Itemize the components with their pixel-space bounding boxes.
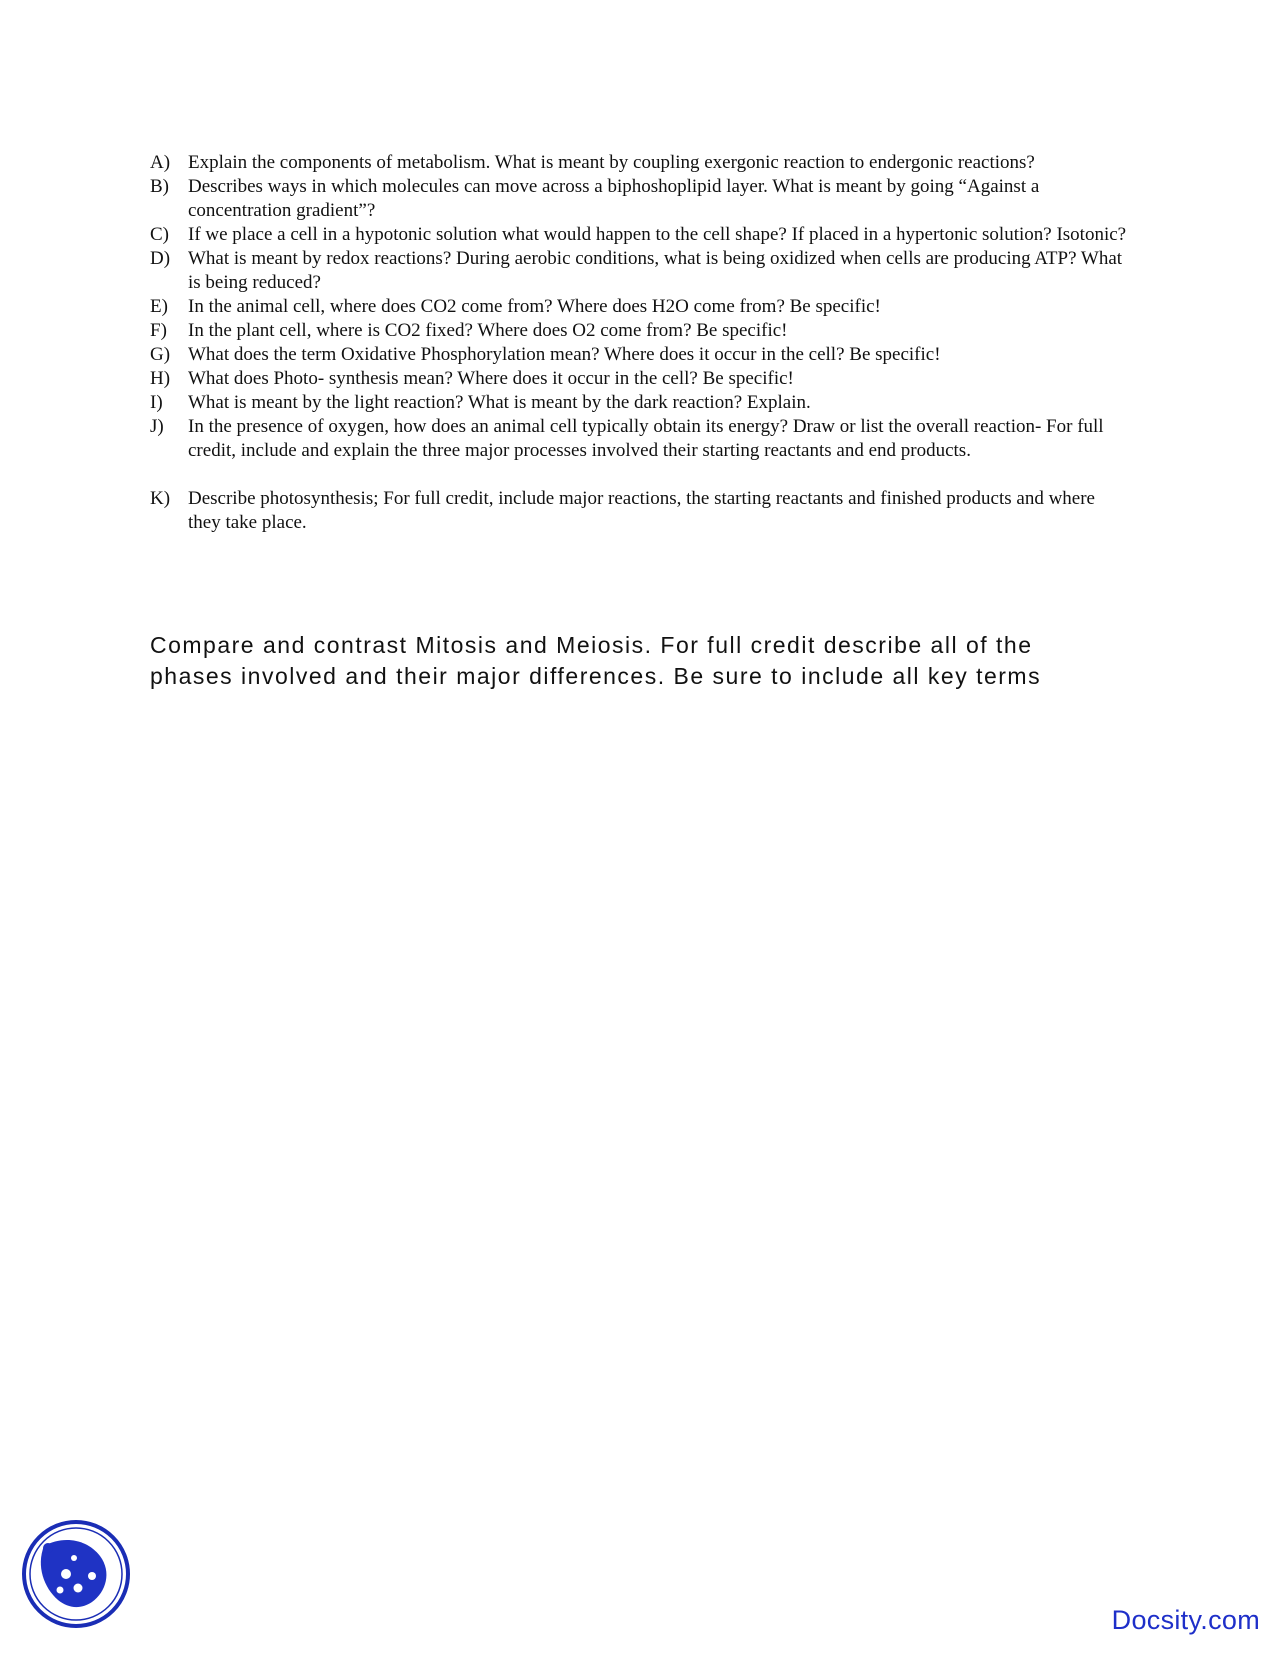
docsity-brand-link[interactable]: Docsity.com bbox=[1111, 1605, 1260, 1635]
question-item bbox=[150, 223, 1130, 247]
question-label: J) bbox=[150, 416, 164, 437]
question-item bbox=[150, 319, 1130, 343]
question-text: In the animal cell, where does CO2 come from? Where does H2O come from? Be specific! bbox=[188, 296, 881, 317]
question-text: What does Photo- synthesis mean? Where does it occur in the cell? Be specific! bbox=[188, 368, 794, 389]
question-item bbox=[150, 415, 1130, 463]
question-label: A) bbox=[150, 152, 171, 173]
docsity-logo-icon[interactable] bbox=[20, 1518, 132, 1630]
question-text: In the presence of oxygen, how does an animal cell typically obtain its energy? Draw or list the overall reaction- For full credit, include and explain the three major processes involved their starting reactants and end products. bbox=[188, 416, 1104, 461]
question-item bbox=[150, 151, 1130, 175]
question-text: Describe photosynthesis; For full credit, include major reactions, the starting reactants and finished products and where they take place. bbox=[188, 488, 1095, 533]
question-label: E) bbox=[150, 296, 168, 317]
question-text: In the plant cell, where is CO2 fixed? Where does O2 come from? Be specific! bbox=[188, 320, 788, 341]
question-label: H) bbox=[150, 368, 171, 389]
question-label: D) bbox=[150, 248, 171, 269]
question-label: I) bbox=[150, 392, 163, 413]
question-item bbox=[150, 367, 1130, 391]
question-list bbox=[150, 151, 1130, 535]
question-label: C) bbox=[150, 224, 169, 245]
question-item bbox=[150, 391, 1130, 415]
question-text: Describes ways in which molecules can move across a biphoshoplipid layer. What is meant by going “Against a concentration gradient”? bbox=[188, 176, 1040, 221]
question-text: If we place a cell in a hypotonic solution what would happen to the cell shape? If placed in a hypertonic solution? Isotonic? bbox=[188, 224, 1127, 245]
question-text: What is meant by redox reactions? During aerobic conditions, what is being oxidized when cells are producing ATP? What is being reduced? bbox=[188, 248, 1123, 293]
question-text: What does the term Oxidative Phosphorylation mean? Where does it occur in the cell? Be specific! bbox=[188, 344, 941, 365]
question-item bbox=[150, 247, 1130, 295]
question-label: K) bbox=[150, 488, 171, 509]
question-item bbox=[150, 487, 1130, 535]
question-text: What is meant by the light reaction? What is meant by the dark reaction? Explain. bbox=[188, 392, 811, 413]
essay-prompt: Compare and contrast Mitosis and Meiosis. For full credit describe all of the phases involved and their major differences. Be sure to include all key terms bbox=[150, 632, 1042, 689]
question-label: F) bbox=[150, 320, 167, 341]
question-item bbox=[150, 175, 1130, 223]
question-text: Explain the components of metabolism. What is meant by coupling exergonic reaction to endergonic reactions? bbox=[188, 152, 1035, 173]
question-label: G) bbox=[150, 344, 171, 365]
question-item bbox=[150, 343, 1130, 367]
question-item bbox=[150, 295, 1130, 319]
question-label: B) bbox=[150, 176, 169, 197]
